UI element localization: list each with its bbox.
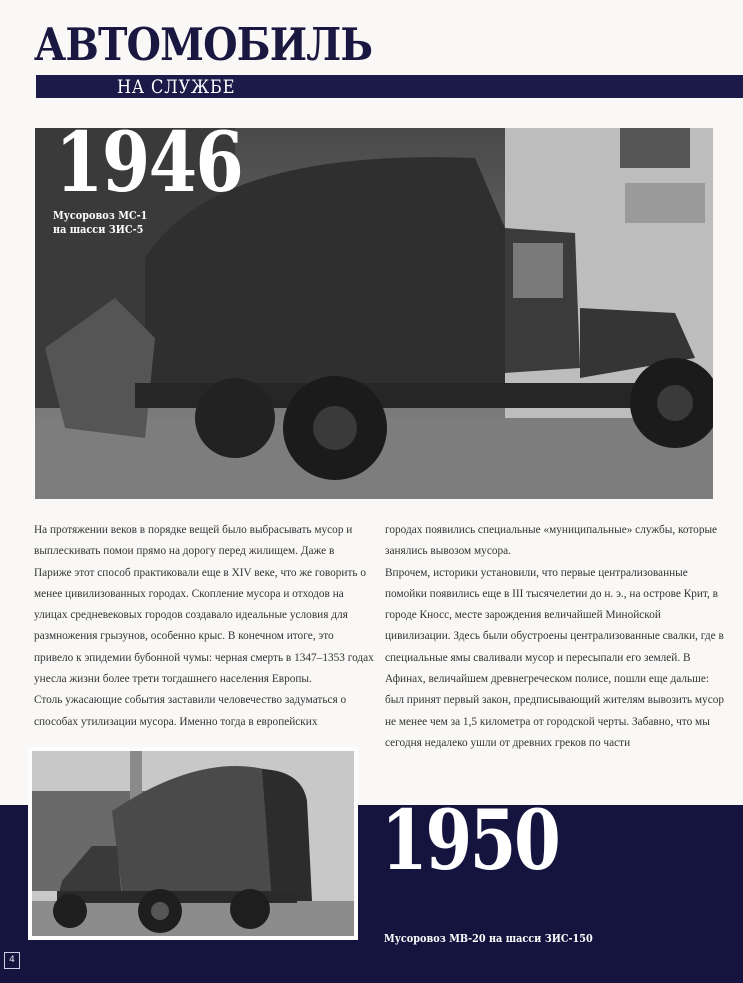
page-title: АВТОМОБИЛЬ [34,18,373,71]
article-column-left [34,520,374,733]
photo-mv20-truck-frame [28,747,358,940]
photo-mv20-truck [32,751,354,936]
caption-line: Мусоровоз МС-1 [53,209,148,222]
truck-mv20-image [32,751,354,936]
paragraph: Впрочем, историки установили, что первые централизованные помойки появились еще в III тысячелетии до н. э., на острове Крит, в городе Кносс, месте зарождения величайшей Минойской цивилизации. Здесь были обустроены централизованные свалки, где в специальные ямы сваливали мусор и пересыпали его землей. В Афинах, величайшем древнегреческом полисе, пошли еще дальше: был принят первый закон, предписывающий жителям вывозить мусор не менее чем за 1,5 километра от городской черты. Забавно, что мы сегодня недалеко ушли от древних греков по части [385,566,724,749]
page-number: 4 [4,952,20,969]
caption-line: на шасси ЗИС-5 [53,223,144,236]
year-1946: 1946 [55,128,243,211]
article-column-right [385,520,725,754]
photo-caption-top [53,209,147,237]
paragraph: Столь ужасающие события заставили человечество задуматься о способах утилизации мусора. Именно тогда в европейских [34,694,347,728]
photo-caption-bottom: Мусоровоз МВ-20 на шасси ЗИС-150 [384,932,593,945]
photo-ms1-truck [35,128,713,499]
page-subtitle: НА СЛУЖБЕ [117,76,236,98]
paragraph: городах появились специальные «муниципальные» службы, которые занялись вывозом мусора. [385,524,718,558]
subtitle-bar [36,75,743,98]
year-1950: 1950 [381,793,559,889]
paragraph: На протяжении веков в порядке вещей было выбрасывать мусор и выплескивать помои прямо на дорогу перед жилищем. Даже в Париже этот способ практиковали еще в XIV веке, что же говорить о менее цивилизованных городах. Скопление мусора и отходов на улицах средневековых городов создавало идеальные условия для размножения грызунов, особенно крыс. В конечном итоге, это привело к эпидемии бубонной чумы: черная смерть в 1347–1353 годах унесла жизни более трети тогдашнего населения Европы. [34,524,374,686]
